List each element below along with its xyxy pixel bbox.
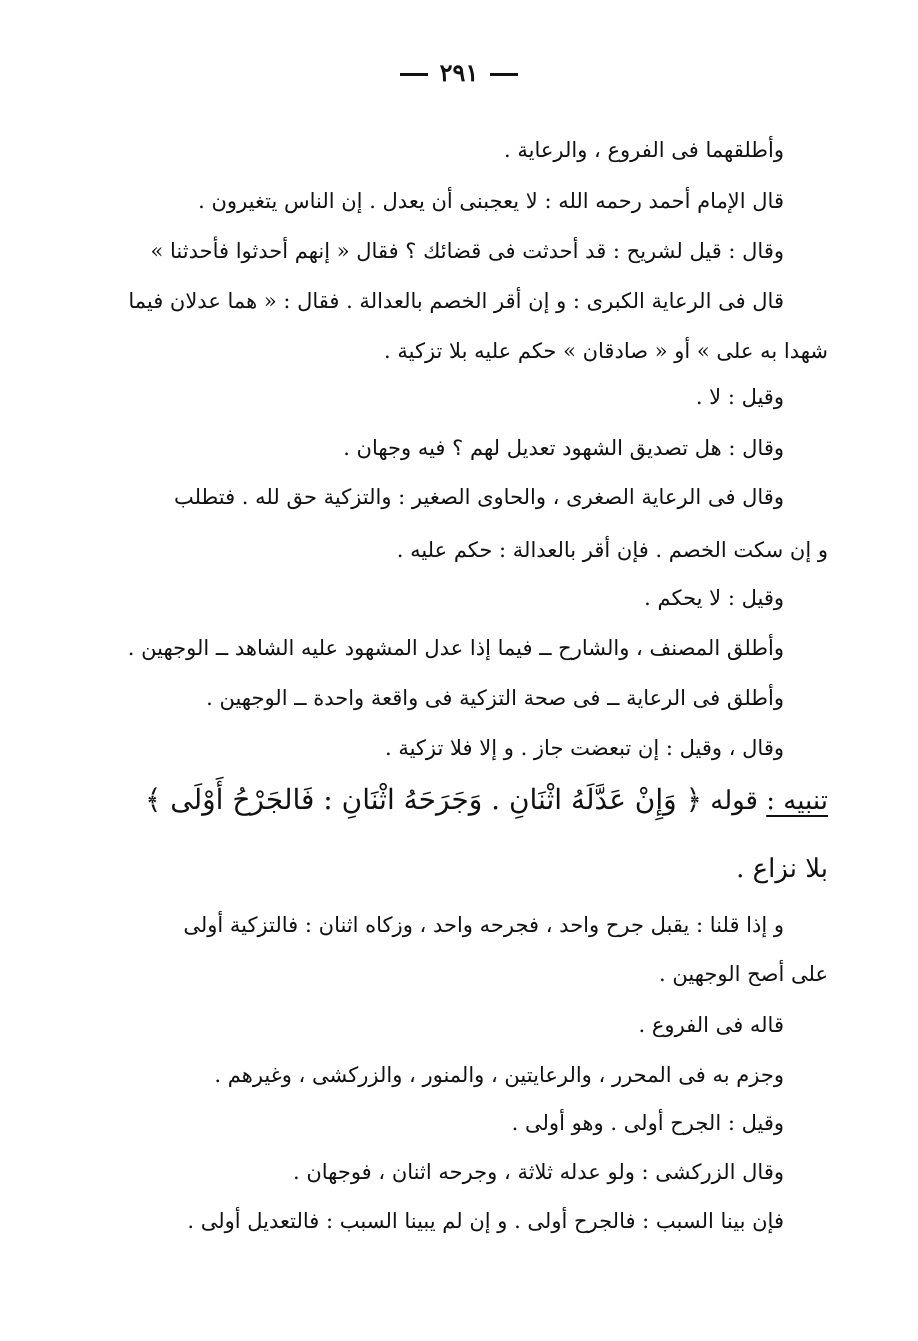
tanbih-line bbox=[144, 782, 828, 819]
tanbih-intro: قوله bbox=[710, 786, 758, 816]
text-line-11: وأطلق المصنف ، والشارح ــ فيما إذا عدل المشهود عليه الشاهد ــ الوجهين . bbox=[127, 636, 784, 660]
text-line-1: وأطلقهما فى الفروع ، والرعاية . bbox=[504, 138, 784, 162]
tanbih-label: تنبيه : bbox=[766, 786, 828, 816]
text-line-2: قال الإمام أحمد رحمه الله : لا يعجبنى أن يعدل . إن الناس يتغيرون . bbox=[198, 189, 784, 213]
text-line-7: وقال : هل تصديق الشهود تعديل لهم ؟ فيه وجهان . bbox=[343, 436, 784, 460]
page-number-text: ٢٩١ bbox=[439, 58, 479, 87]
text-line-14: و إذا قلنا : يقبل جرح واحد ، فجرحه واحد ، وزكاه اثنان : فالتزكية أولى bbox=[183, 913, 784, 937]
text-line-4: قال فى الرعاية الكبرى : و إن أقر الخصم بالعدالة . فقال : « هما عدلان فيما bbox=[128, 289, 784, 313]
text-line-10: وقيل : لا يحكم . bbox=[644, 586, 784, 610]
text-line-3: وقال : قيل لشريح : قد أحدثت فى قضائك ؟ فقال « إنهم أحدثوا فأحدثنا » bbox=[150, 239, 784, 263]
page-number-dash-right bbox=[490, 73, 518, 76]
text-line-17: وجزم به فى المحرر ، والرعايتين ، والمنور ، والزركشى ، وغيرهم . bbox=[214, 1063, 784, 1087]
text-line-12: وأطلق فى الرعاية ــ فى صحة التزكية فى واقعة واحدة ــ الوجهين . bbox=[206, 686, 784, 710]
page-number bbox=[0, 58, 918, 87]
tanbih-continuation: بلا نزاع . bbox=[736, 854, 828, 884]
text-line-19: وقال الزركشى : ولو عدله ثلاثة ، وجرحه اثنان ، فوجهان . bbox=[293, 1160, 784, 1184]
quran-verse: ﴿ وَإِنْ عَدَّلَهُ اثْنَانِ . وَجَرَحَهُ اثْنَانِ : فَالجَرْحُ أَوْلَى ﴾ bbox=[144, 783, 702, 816]
text-line-16: قاله فى الفروع . bbox=[638, 1013, 784, 1037]
text-line-15: على أصح الوجهين . bbox=[659, 962, 828, 986]
page-number-dash-left bbox=[400, 73, 428, 76]
text-line-13: وقال ، وقيل : إن تبعضت جاز . و إلا فلا تزكية . bbox=[384, 736, 784, 760]
text-line-20: فإن بينا السبب : فالجرح أولى . و إن لم يبينا السبب : فالتعديل أولى . bbox=[187, 1209, 784, 1233]
text-line-6: وقيل : لا . bbox=[695, 385, 784, 409]
text-line-8: وقال فى الرعاية الصغرى ، والحاوى الصغير : والتزكية حق لله . فتطلب bbox=[173, 485, 784, 509]
text-line-5: شهدا به على » أو « صادقان » حكم عليه بلا تزكية . bbox=[384, 339, 828, 363]
text-line-18: وقيل : الجرح أولى . وهو أولى . bbox=[511, 1111, 784, 1135]
text-line-9: و إن سكت الخصم . فإن أقر بالعدالة : حكم عليه . bbox=[396, 538, 828, 562]
